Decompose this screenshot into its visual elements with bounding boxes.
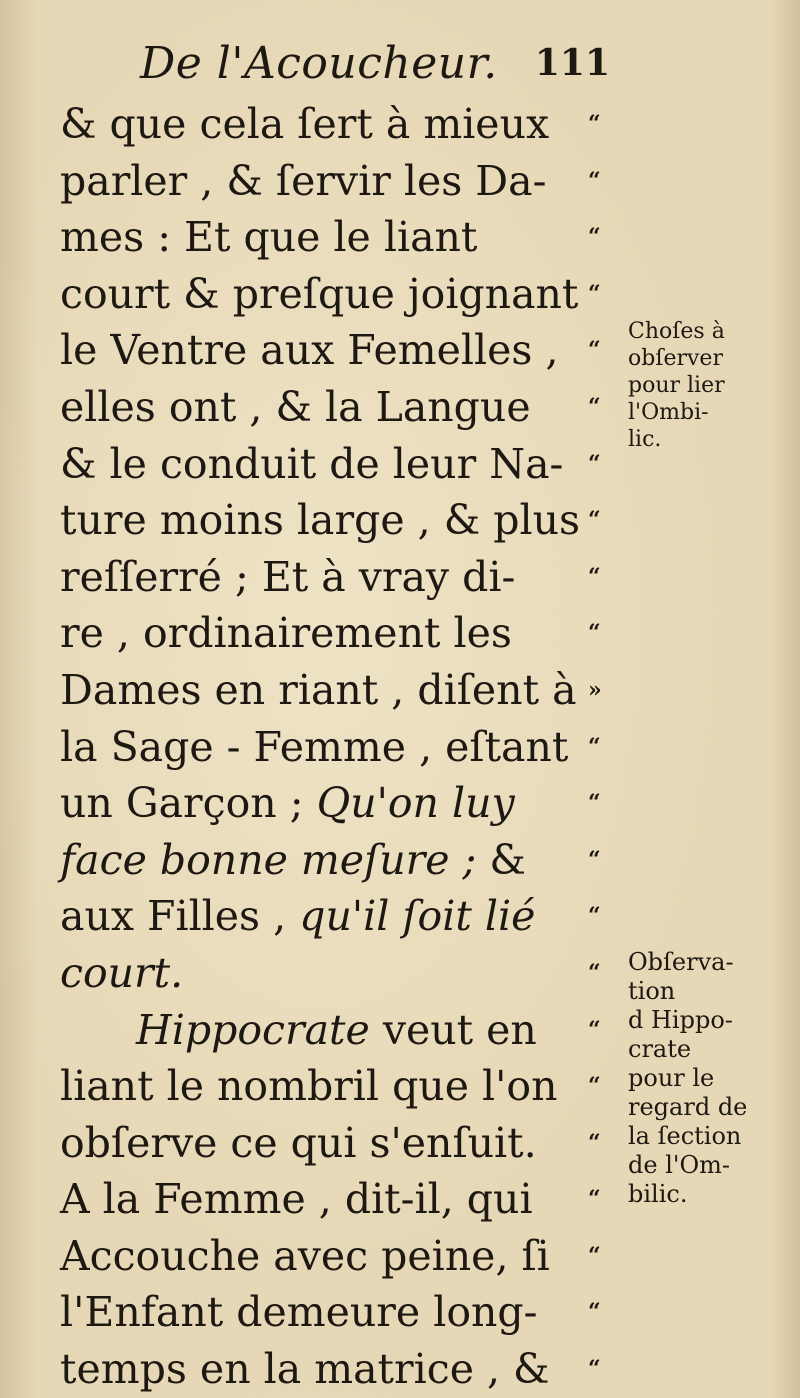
quote-mark: “ (588, 224, 601, 251)
text-line (60, 436, 620, 493)
roman-text: Accouche avec peine, ſi (60, 1231, 550, 1280)
line-text (60, 719, 568, 776)
line-text (60, 436, 563, 493)
text-line (60, 945, 620, 1002)
text-line (60, 662, 620, 719)
margin-note-line: pour lier (628, 373, 725, 398)
text-line (60, 1228, 620, 1285)
line-text (60, 1284, 538, 1341)
line-text (60, 322, 559, 379)
margin-note-line: Obſerva- (628, 948, 734, 976)
margin-note-2 (628, 948, 788, 1209)
line-text (60, 888, 535, 945)
roman-text: & le conduit de leur Na- (60, 439, 564, 488)
line-text (60, 832, 526, 889)
margin-note-line: d Hippo- (628, 1006, 733, 1034)
text-line (60, 209, 620, 266)
text-line (60, 492, 620, 549)
quote-mark: “ (588, 280, 601, 307)
roman-text: le Ventre aux Femelles , (60, 326, 559, 375)
roman-text: liant le nombril que l'on (60, 1062, 558, 1111)
line-text (60, 266, 578, 323)
line-text (60, 492, 580, 549)
text-line (60, 1341, 620, 1398)
quote-mark: “ (588, 1129, 601, 1156)
italic-text: court. (60, 948, 184, 997)
italic-text: Hippocrate (136, 1005, 370, 1054)
quote-mark: “ (588, 1356, 601, 1383)
roman-text: ture moins large , & plus (60, 496, 581, 545)
line-text (60, 209, 477, 266)
text-line (60, 153, 620, 210)
quote-mark: “ (588, 1186, 601, 1213)
roman-text: obſerve ce qui s'enſuit. (60, 1118, 537, 1167)
roman-text: l'Enfant demeure long- (60, 1288, 538, 1337)
text-line (60, 322, 620, 379)
line-text (60, 775, 515, 832)
margin-note-line: obſerver (628, 346, 723, 371)
roman-text: & que cela ſert à mieux (60, 100, 550, 148)
margin-note-line: regard de (628, 1093, 748, 1121)
roman-text: mes : Et que le liant (60, 213, 478, 262)
line-text (60, 153, 546, 210)
roman-text: re , ordinairement les (60, 609, 512, 658)
quote-mark: “ (588, 620, 601, 647)
italic-text: Qu'on luy (316, 779, 515, 828)
quote-mark: “ (588, 507, 601, 534)
line-text (60, 96, 549, 153)
quote-mark: “ (588, 111, 601, 137)
line-text (60, 1171, 533, 1228)
line-text (60, 1341, 550, 1398)
quote-mark: “ (588, 393, 601, 420)
quote-mark: “ (588, 1073, 601, 1100)
text-line (60, 888, 620, 945)
roman-text: Dames en riant , diſent à (60, 665, 577, 714)
running-head: De l'Acoucheur. (140, 38, 498, 89)
quote-mark: “ (588, 846, 601, 873)
italic-text: face bonne meſure ; (60, 835, 477, 884)
margin-note-line: pour le (628, 1064, 715, 1092)
margin-note-line: tion (628, 977, 676, 1005)
roman-text: & (476, 835, 526, 884)
margin-note-1 (628, 318, 788, 453)
text-line (60, 379, 620, 436)
text-line (60, 1115, 620, 1172)
quote-mark: “ (588, 563, 601, 590)
text-line (60, 96, 620, 153)
page-number: 111 (534, 42, 610, 84)
text-line (60, 1171, 620, 1228)
text-line (60, 605, 620, 662)
text-line (60, 1058, 620, 1115)
text-line (60, 1002, 620, 1059)
quote-mark: “ (588, 959, 601, 986)
text-line (60, 549, 620, 606)
margin-note-line: crate (628, 1035, 692, 1063)
margin-note-line: Choſes à (628, 319, 725, 344)
roman-text: temps en la matrice , & (60, 1345, 550, 1394)
line-text (60, 379, 531, 436)
quote-mark: “ (588, 167, 601, 194)
roman-text: elles ont , & la Langue (60, 382, 531, 431)
quote-mark: “ (588, 1299, 601, 1326)
quote-mark: “ (588, 450, 601, 477)
line-text (60, 549, 515, 606)
text-line (60, 719, 620, 776)
text-line (60, 775, 620, 832)
quote-mark: “ (588, 1242, 601, 1269)
line-text (60, 1002, 537, 1059)
quote-mark: » (588, 676, 602, 703)
line-text (60, 662, 577, 719)
roman-text: A la Femme , dit-il, qui (60, 1175, 533, 1224)
line-text (60, 1115, 537, 1172)
text-line (60, 832, 620, 889)
margin-note-line: bilic. (628, 1180, 688, 1208)
margin-note-line: l'Ombi- (628, 400, 709, 425)
text-line (60, 1284, 620, 1341)
quote-mark: “ (588, 1016, 601, 1043)
italic-text: qu'il ſoit lié (299, 892, 536, 941)
quote-mark: “ (588, 790, 601, 817)
roman-text: veut en (369, 1005, 537, 1054)
line-text (60, 1228, 550, 1285)
roman-text: parler , & ſervir les Da- (60, 156, 547, 205)
line-text (60, 605, 512, 662)
margin-note-line: de l'Om- (628, 1151, 731, 1179)
quote-mark: “ (588, 337, 601, 364)
quote-mark: “ (588, 733, 601, 760)
main-text (60, 96, 620, 1398)
roman-text: un Garçon ; (60, 779, 317, 828)
margin-note-line: lic. (628, 427, 662, 452)
line-text (60, 1058, 558, 1115)
roman-text: la Sage - Femme , eſtant (60, 722, 569, 771)
roman-text: aux Filles , (60, 892, 300, 941)
line-text (60, 945, 183, 1002)
roman-text: reſſerré ; Et à vray di- (60, 552, 516, 601)
quote-mark: “ (588, 903, 601, 930)
roman-text: court & preſque joignant (60, 269, 579, 318)
margin-note-line: la ſection (628, 1122, 742, 1150)
page-header (140, 38, 610, 98)
text-line (60, 266, 620, 323)
